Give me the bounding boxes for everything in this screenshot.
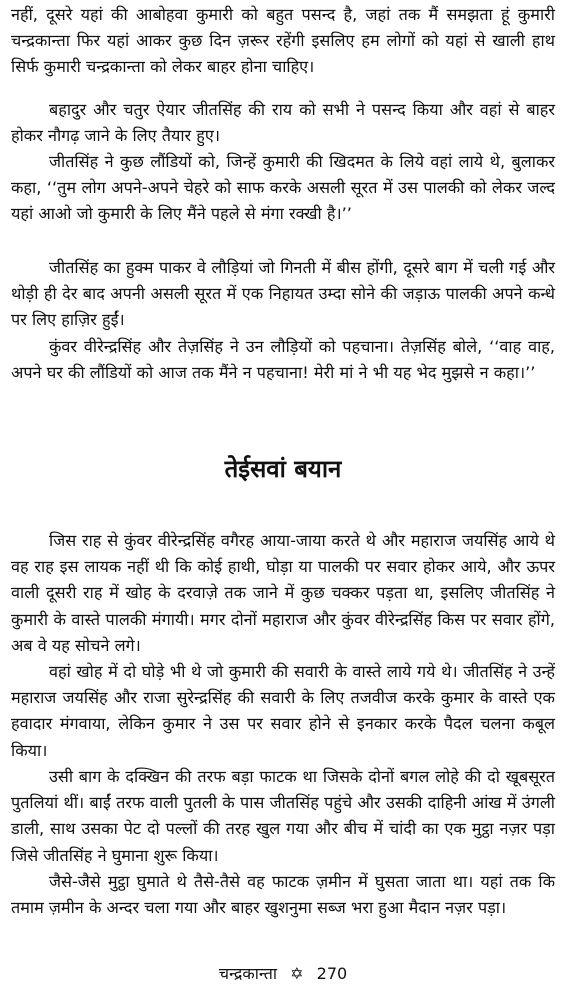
page-footer [0, 962, 566, 986]
paragraph-3: जीतसिंह ने कुछ लौंडियों को, जिन्हें कुमारी की खिदमत के लिये वहां लाये थे, बुलाकर कहा, ‘‘तुम लोग अपने-अपने चेहरे को साफ करके असली सूरत में उस पालकी को लेकर जल्द यहां आओ जो कुमारी के लिए मैंने पहले से मंगा रक्खी है।’’ [11, 152, 555, 224]
paragraph-4: जीतसिंह का हुक्म पाकर वे लौड़ियां जो गिनती में बीस होंगी, दूसरे बाग में चली गई और थोड़ी ही देर बाद अपनी असली सूरत में एक निहायत उम्दा सोने की जड़ाऊ पालकी अपने कन्धे पर लिए हाज़िर हुईं। [11, 258, 555, 330]
chapter-title: तेईसवां बयान [224, 455, 342, 483]
paragraph-6: जिस राह से कुंवर वीरेन्द्रसिंह वगैरह आया-जाया करते थे और महाराज जयसिंह आये थे वह राह इस लायक नहीं थी कि कोई हाथी, घोड़ा या पालकी पर सवार होकर आये, और ऊपर वाली दूसरी राह में खोह के दरवाज़े तक जाने में कुछ चक्कर पड़ता था, इसलिए जीतसिंह ने कुमारी के वास्ते पालकी मंगायी। मगर दोनों महाराज और कुंवर वीरेन्द्रसिंह किस पर सवार होंगे, अब वे यह सोचने लगे। [11, 531, 555, 655]
paragraph-1: नहीं, दूसरे यहां की आबोहवा कुमारी को बहुत पसन्द है, जहां तक मैं समझता हूं कुमारी चन्द्रकान्ता फिर यहां आकर कुछ दिन ज़रूर रहेंगी इसलिए हम लोगों को यहां से खाली हाथ सिर्फ कुमारी चन्द्रकान्ता को लेकर बाहर होना चाहिए। [11, 5, 555, 77]
page-number: 270 [316, 964, 348, 983]
star-icon: ✡ [290, 964, 304, 983]
paragraph-2: बहादुर और चतुर ऐयार जीतसिंह की राय को सभी ने पसन्द किया और वहां से बाहर होकर नौगढ़ जाने के लिए तैयार हुए। [11, 100, 555, 146]
paragraph-9: जैसे-जैसे मुट्ठा घुमाते थे तैसे-तैसे वह फाटक ज़मीन में घुसता जाता था। यहां तक कि तमाम ज़मीन के अन्दर चला गया और बाहर खुशनुमा सब्ज भरा हुआ मैदान नज़र पड़ा। [11, 872, 555, 918]
paragraph-5: कुंवर वीरेन्द्रसिंह और तेज़सिंह ने उन लौड़ियों को पहचाना। तेज़सिंह बोले, ‘‘वाह वाह, अपने घर की लौंडियों को आज तक मैंने न पहचाना! मेरी मां ने भी यह भेद मुझसे न कहा।’’ [11, 337, 555, 383]
paragraph-7: वहां खोह में दो घोड़े भी थे जो कुमारी की सवारी के वास्ते लाये गये थे। जीतसिंह ने उन्हें महाराज जयसिंह और राजा सुरेन्द्रसिंह की सवारी के लिए तजवीज करके कुमार के वास्ते एक हवादार मंगवाया, लेकिन कुमार ने उस पर सवार होने से इनकार करके पैदल चलना कबूल किया। [11, 662, 555, 760]
book-title: चन्द्रकान्ता [218, 964, 278, 983]
paragraph-8: उसी बाग के दक्खिन की तरफ बड़ा फाटक था जिसके दोनों बगल लोहे की दो खूबसूरत पुतलियां थीं। बाईं तरफ वाली पुतली के पास जीतसिंह पहुंचे और उसकी दाहिनी आंख में उंगली डाली, साथ उसका पेट दो पल्लों की तरह खुल गया और बीच में चांदी का एक मुट्ठा नज़र पड़ा जिसे जीतसिंह ने घुमाना शुरू किया। [11, 767, 555, 865]
